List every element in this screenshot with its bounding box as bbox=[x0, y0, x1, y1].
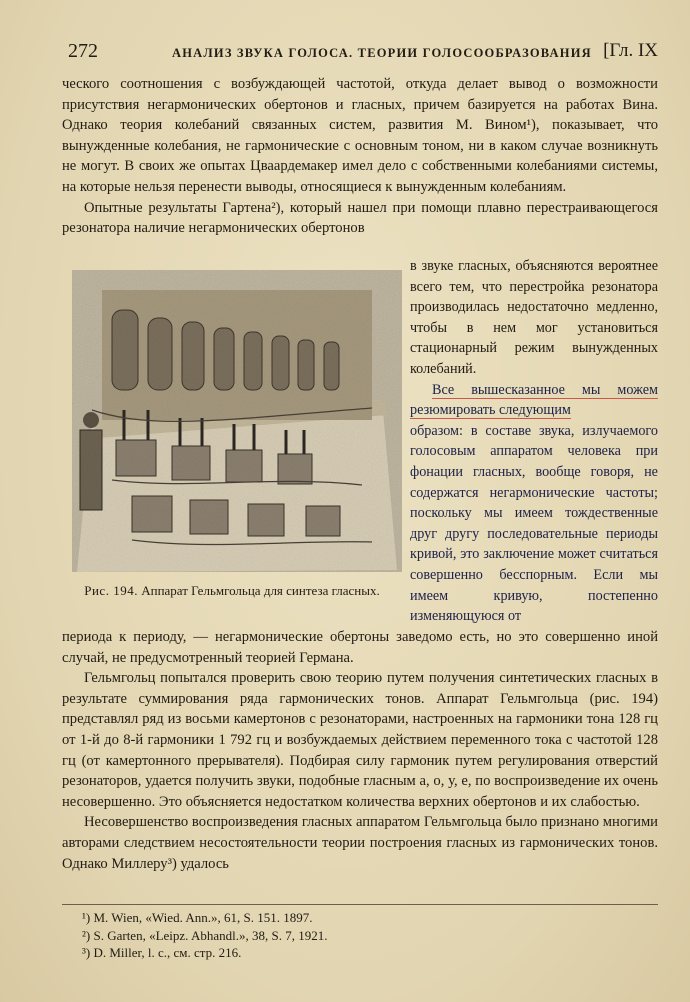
bottom-text-block bbox=[62, 627, 658, 874]
paragraph-4: Гельмгольц попытался проверить свою теорию путем получения синтетических гласных в результате суммирования ряда гармонических тонов. Аппарат Гельмгольца (рис. 194) представлял ряд из восьми камертонов с резонаторами, настроенных на гармоники тона 128 гц от 1-й до 8-й гармоники 1 792 гц и возбуждаемых действием переменного тока с частотой 128 гц (от камертонного прерывателя). Подбирая силу гармоник путем регулирования отверстий резонаторов, удается получить звуки, подобные гласным а, о, у, е, по воспроизведение их очень несовершенно. Это объясняется недостатком количества верхних обертонов и их слабостью. bbox=[62, 670, 658, 810]
paragraph-2-start: Опытные результаты Гартена²), который нашел при помощи плавно перестраивающегося резонатора наличие негармонических обертонов bbox=[62, 199, 658, 237]
apparatus-illustration bbox=[72, 270, 402, 572]
footnotes bbox=[62, 904, 658, 962]
figure-helmholtz-apparatus bbox=[72, 270, 402, 572]
page-number: 272 bbox=[68, 40, 98, 62]
paragraph-2-continued: в звуке гласных, объясняются вероятнее всего тем, что перестройка резонатора производилась недостаточно медленно, чтобы в нем мог установиться стационарный режим вынужденных колебаний. bbox=[410, 258, 658, 377]
figure-caption bbox=[62, 582, 402, 599]
paragraph-3-underlined bbox=[410, 380, 658, 421]
underlined-summary: Все вышесказанное мы можем резюмировать следующим bbox=[410, 381, 658, 419]
running-title: АНАЛИЗ ЗВУКА ГОЛОСА. ТЕОРИИ ГОЛОСООБРАЗОВАНИЯ bbox=[172, 46, 592, 60]
footnote-2: ²) S. Garten, «Leipz. Abhandl.», 38, S. 7, 1921. bbox=[82, 927, 328, 943]
figure-label: Рис. 194. bbox=[84, 583, 138, 598]
footnote-1: ¹) M. Wien, «Wied. Ann.», 61, S. 151. 1897. bbox=[82, 910, 313, 925]
paragraph-5: Несовершенство воспроизведения гласных аппаратом Гельмгольца было признано многими авторами следствием несостоятельности теории построения гласных из гармонических тонов. Однако Миллеру³) удалось bbox=[62, 814, 658, 872]
figure-caption-text: Аппарат Гельмгольца для синтеза гласных. bbox=[141, 583, 380, 598]
running-header bbox=[62, 36, 662, 66]
footnote-3: ³) D. Miller, l. c., см. стр. 216. bbox=[82, 945, 242, 960]
side-text-block bbox=[410, 256, 658, 627]
paragraph-3-end: периода к периоду, — негармонические обертоны заведомо есть, но это совершенно иной случай, не предусмотренный теорией Германа. bbox=[62, 629, 658, 666]
paragraph-3-continued: образом: в составе звука, излучаемого голосовым аппаратом человека при фонации гласных, вообще говоря, не содержатся негармонические частоты; поскольку мы имеем тождественные друг другу последовательные периоды кривой, это заключение может считаться совершенно бесспорным. Если мы имеем кривую, постепенно изменяющуюся от bbox=[410, 422, 658, 625]
paragraph-1: ческого соотношения с возбуждающей частотой, откуда делает вывод о возможности присутствия негармонических обертонов и гласных, причем базируется на работах Вина. Однако теория колебаний связанных систем, развития М. Вином¹), показывает, что вынужденные колебания, не гармонические с основным тоном, ни в каком случае возникнуть не могут. В своих же опытах Цваардемакер имел дело с собственными колебаниями системы, на которые нельзя перенести выводы, относящиеся к вынужденным колебаниям. bbox=[62, 76, 658, 195]
top-text-block bbox=[62, 74, 658, 239]
chapter-marker: [Гл. IX bbox=[603, 40, 658, 61]
